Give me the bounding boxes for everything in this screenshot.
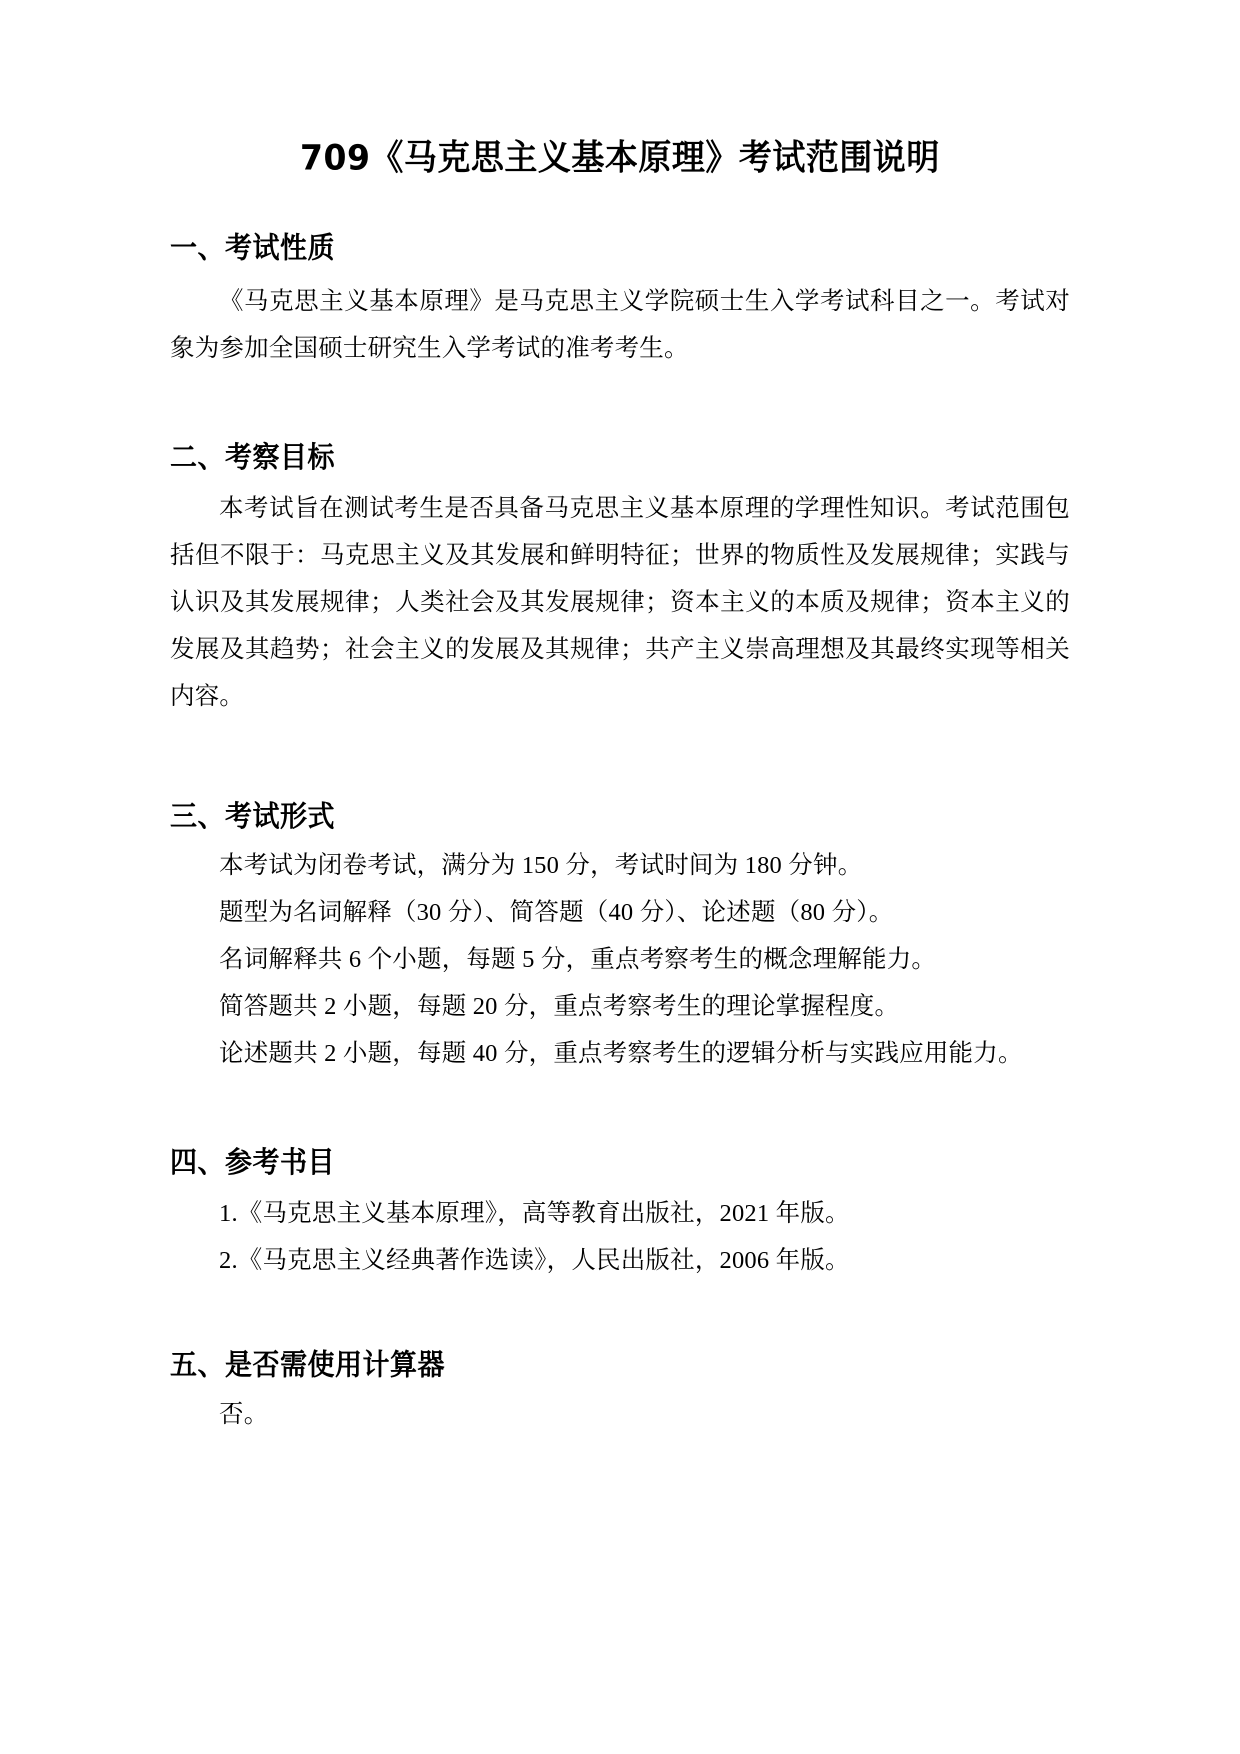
section-body-reference-books	[170, 1174, 1070, 1284]
exam-format-line: 名词解释共 6 个小题，每题 5 分，重点考察考生的概念理解能力。	[219, 945, 937, 973]
section-heading-assessment-goals: 二、考察目标	[170, 441, 335, 475]
section-body-calculator-required	[170, 1377, 1070, 1438]
exam-format-line: 简答题共 2 小题，每题 20 分，重点考察考生的理论掌握程度。	[219, 992, 900, 1020]
section-body-assessment-goals	[170, 469, 1070, 720]
reference-book-item: 2.《马克思主义经典著作选读》，人民出版社，2006 年版。	[219, 1246, 850, 1274]
section-body-exam-format	[170, 828, 1070, 1077]
paragraph-exam-nature: 《马克思主义基本原理》是马克思主义学院硕士生入学考试科目之一。考试对象为参加全国硕士研究生入学考试的准考考生。	[170, 288, 1070, 363]
page-title: 709《马克思主义基本原理》考试范围说明	[300, 136, 940, 179]
reference-book-item: 1.《马克思主义基本原理》，高等教育出版社，2021 年版。	[219, 1199, 850, 1227]
section-body-exam-nature	[170, 260, 1070, 372]
exam-format-line: 论述题共 2 小题，每题 40 分，重点考察考生的逻辑分析与实践应用能力。	[219, 1039, 1023, 1067]
section-heading-reference-books: 四、参考书目	[170, 1145, 335, 1180]
exam-format-line: 本考试为闭卷考试，满分为 150 分，考试时间为 180 分钟。	[219, 851, 863, 879]
exam-format-line: 题型为名词解释（30 分）、简答题（40 分）、论述题（80 分）。	[219, 898, 894, 926]
section-heading-exam-nature: 一、考试性质	[170, 231, 335, 266]
paragraph-assessment-goals: 本考试旨在测试考生是否具备马克思主义基本原理的学理性知识。考试范围包括但不限于：马克思主义及其发展和鲜明特征；世界的物质性及发展规律；实践与认识及其发展规律；人类社会及其发展规律；资本主义的本质及规律；资本主义的发展及其趋势；社会主义的发展及其规律；共产主义崇高理想及其最终实现等相关内容。	[170, 495, 1070, 711]
calculator-answer: 否。	[219, 1400, 269, 1428]
section-heading-exam-format: 三、考试形式	[170, 800, 335, 834]
section-heading-calculator-required: 五、是否需使用计算器	[170, 1348, 445, 1382]
